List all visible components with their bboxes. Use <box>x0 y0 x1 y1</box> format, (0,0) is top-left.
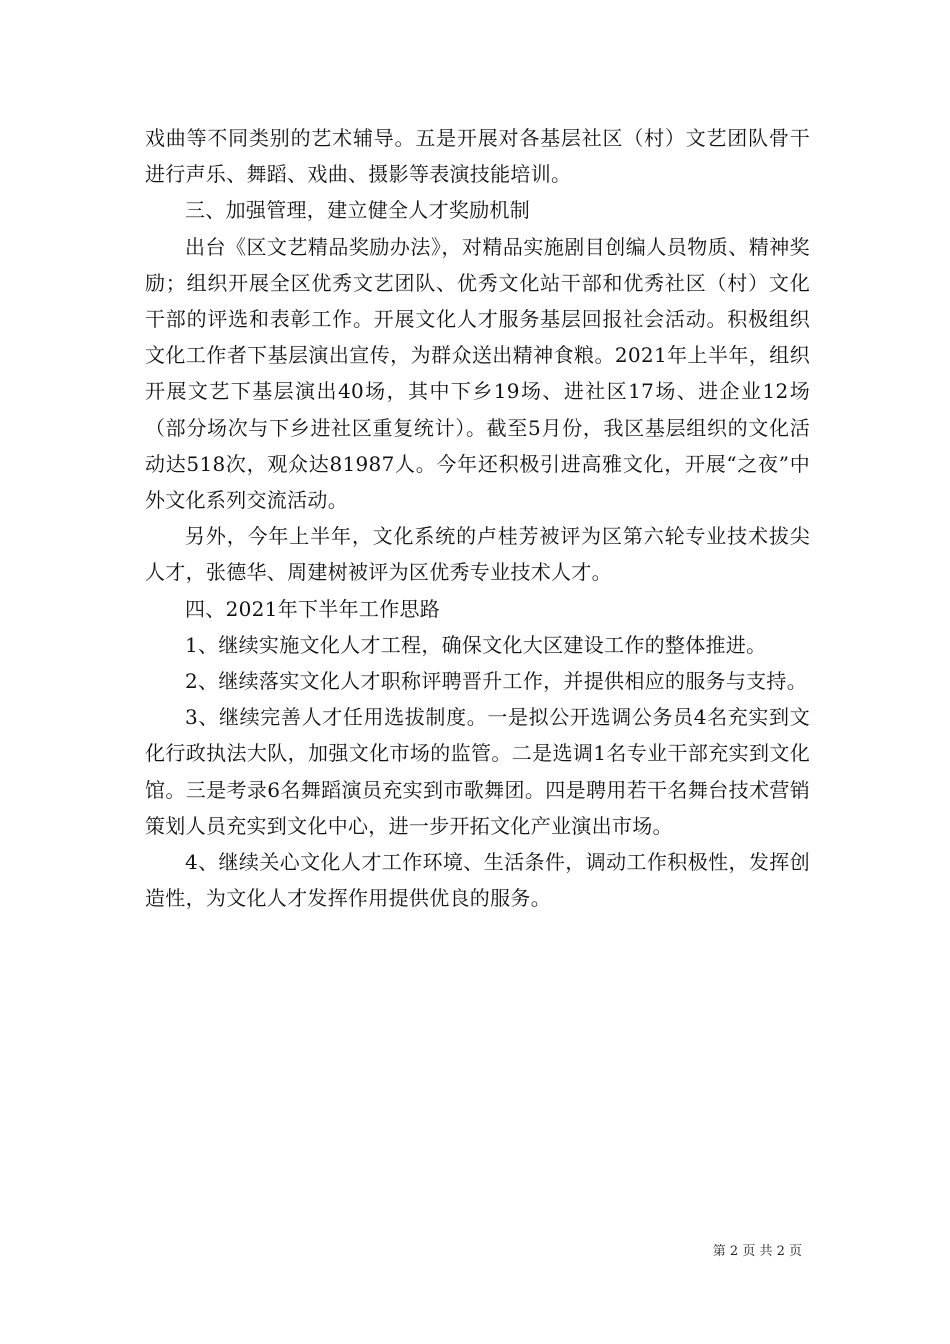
list-item-1: 1、继续实施文化人才工程，确保文化大区建设工作的整体推进。 <box>185 632 767 657</box>
list-item-2: 2、继续落实文化人才职称评聘晋升工作，并提供相应的服务与支持。 <box>185 669 808 694</box>
page-number-footer: 第 2 页 共 2 页 <box>712 1244 802 1259</box>
paragraph-rewards: 出台《区文艺精品奖励办法》，对精品实施剧目创编人员物质、精神奖励；组织开展全区优秀文艺团队、优秀文化站干部和优秀社区（村）文化干部的评选和表彰工作。开展文化人才服务基层回报社会活动。积极组织文化工作者下基层演出宣传，为群众送出精神食粮。2021年上半年，组织开展文艺下基层演出40场，其中下乡19场、进社区17场、进企业12场（部分场次与下乡进社区重复统计）。截至5月份，我区基层组织的文化活动达518次，观众达81987人。今年还积极引进高雅文化，开展“之夜”中外文化系列交流活动。 <box>145 234 810 513</box>
list-item-3: 3、继续完善人才任用选拔制度。一是拟公开选调公务员4名充实到文化行政执法大队，加强文化市场的监管。二是选调1名专业干部充实到文化馆。三是考录6名舞蹈演员充实到市歌舞团。四是聘用若干名舞台技术营销策划人员充实到文化中心，进一步开拓文化产业演出市场。 <box>145 705 810 838</box>
document-body <box>145 120 810 916</box>
list-item-4: 4、继续关心文化人才工作环境、生活条件，调动工作积极性，发挥创造性，为文化人才发挥作用提供优良的服务。 <box>145 850 810 911</box>
paragraph-talent-awards: 另外，今年上半年，文化系统的卢桂芳被评为区第六轮专业技术拔尖人才，张德华、周建树被评为区优秀专业技术人才。 <box>145 524 810 585</box>
paragraph-continuation: 戏曲等不同类别的艺术辅导。五是开展对各基层社区（村）文艺团队骨干进行声乐、舞蹈、戏曲、摄影等表演技能培训。 <box>145 126 810 187</box>
section-heading-3: 三、加强管理，建立健全人才奖励机制 <box>185 198 531 223</box>
section-heading-4: 四、2021年下半年工作思路 <box>185 596 441 621</box>
